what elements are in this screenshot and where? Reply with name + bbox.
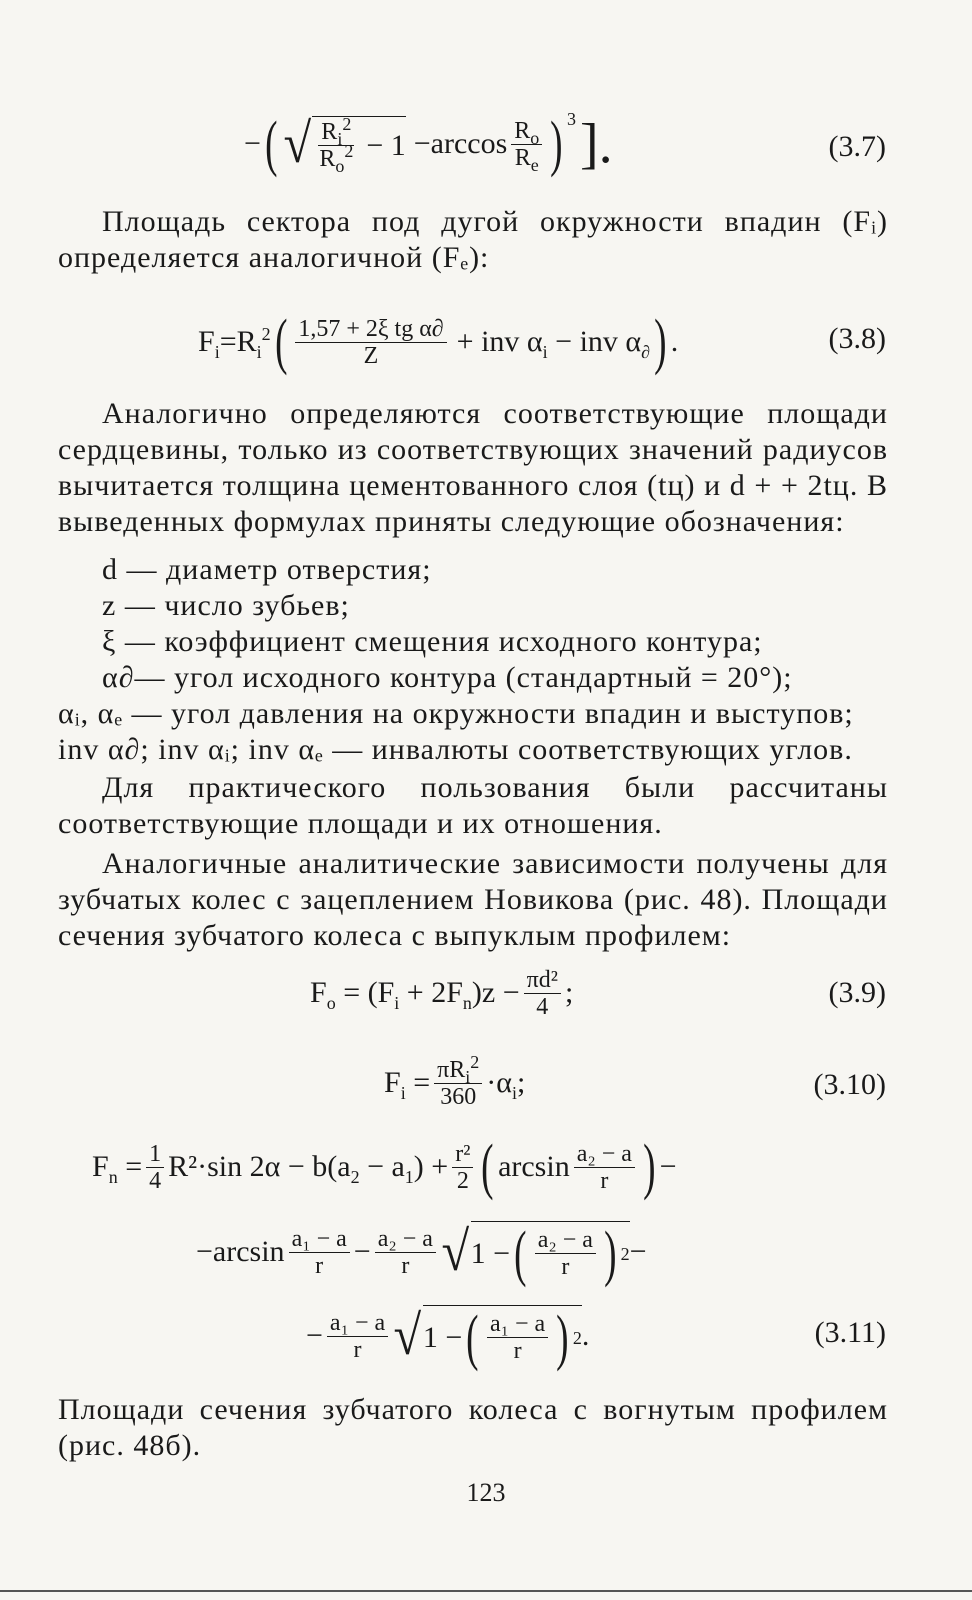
equation-3-11-line-2: −arcsin $\frac{\text{a₁ − a}}{r}$ − $\frac{\text{a₂ − a}}{r}$ √ 1 − ( $\frac{\text{a₂ − a}}{r}$ ) 2 − [196, 1219, 647, 1288]
eq37-lead: − [244, 127, 261, 160]
eq37-frac-radius: $\frac{R_i^2}{R_o^2}$ [319, 114, 354, 176]
eq37-close-paren: ) [550, 110, 563, 178]
eq37-end: ]. [579, 113, 613, 175]
definition-z: z — число зубьев; [102, 589, 350, 622]
equation-number-3-8: (3.8) [828, 322, 886, 355]
page-number: 123 [466, 1478, 506, 1507]
definition-d: d — диаметр отверстия; [102, 553, 432, 586]
eq38-open-paren: ( [274, 308, 288, 376]
paragraph-sector-area: Площадь сектора под дугой окружности впадин (Fᵢ) определяется аналогичной (Fₑ): [58, 205, 888, 274]
eq310-frac: $\frac{\pi R_i^2}{360}$ [434, 1057, 482, 1110]
definition-inv: inv α∂; inv αᵢ; inv αₑ — инвалюты соответствующих углов. [58, 733, 853, 766]
paragraph-concave-profile: Площади сечения зубчатого колеса с вогнутым профилем (рис. 48б). [58, 1393, 888, 1462]
eq38-frac: $\frac{\text{1,57 + 2ξ tg α∂}}{Z}$ [295, 316, 446, 369]
equation-3-9: $F_o = (F_i + 2F_n)z$ − $\frac{\text{πd²}}{4}$ ; [310, 966, 574, 1020]
paragraph-practical: Для практического пользования были рассчитаны соответствующие площади и их отношения. [58, 771, 888, 840]
equation-3-11-line-3: − $\frac{\text{a₁ − a}}{r}$ √ 1 − ( $\frac{\text{a₁ − a}}{r}$ ) 2 . [306, 1303, 590, 1372]
eq37-radicand [312, 114, 406, 176]
definition-alpha-ie: αᵢ, αₑ — угол давления на окружности впадин и выступов; [58, 697, 854, 730]
definition-alpha: α∂— угол исходного контура (стандартный = 20°); [102, 661, 793, 694]
equation-number-3-10: (3.10) [813, 1068, 886, 1101]
eq37-arccos: −arccos [413, 127, 508, 160]
eq37-minus-one: − 1 [366, 128, 406, 162]
eq39-frac: $\frac{\text{πd²}}{4}$ [524, 967, 561, 1020]
eq38-close-paren: ) [654, 308, 667, 376]
equation-3-10: $F_i$ = $\frac{\pi R_i^2}{360}$ $\cdot\alpha_i$; [384, 1051, 526, 1110]
paragraph-core-areas: Аналогично определяются соответствующие площади сердцевины, только из соответствующих значений радиусов вычитается толщина цементованного слоя (tц) и d + + 2tц. В выведенных формулах приняты следующие обозначения: [58, 397, 888, 538]
definition-xi: ξ — коэффициент смещения исходного контура; [102, 625, 763, 658]
paragraph-novikov: Аналогичные аналитические зависимости получены для зубчатых колес с зацеплением Новикова (рис. 48). Площади сечения зубчатого колеса с выпуклым профилем: [58, 847, 888, 952]
equation-3-11-line-1: $F_n$ = $\frac{1}{4}$ R²·sin $2\alpha - b(a_2 - a_1)$ + $\frac{\text{r²}}{2}$ ( arcsin $\frac{\text{a₂ − a}}{r}$ ) − [92, 1133, 677, 1201]
eq311-line3-sqrt-icon: √ [393, 1305, 422, 1367]
equation-number-3-11: (3.11) [814, 1316, 886, 1349]
eq37-open-paren: ( [265, 110, 278, 178]
eq311-line2-sqrt-icon: √ [441, 1221, 470, 1283]
equation-3-7: − ( √ $\frac{R_i^2}{R_o^2}$ − 1 −arccos $\frac{R_o}{R_e}$ ) 3 ]. [244, 109, 613, 178]
eq37-frac-ratio: $\frac{R_o}{R_e}$ [511, 118, 542, 171]
equation-3-8: $F_i=R_i^2$ ( $\frac{\text{1,57 + 2ξ tg α∂}}{Z}$ + inv $\alpha_i$ − inv $\alpha_\partial$ ) . [198, 308, 679, 376]
equation-number-3-9: (3.9) [828, 976, 886, 1009]
bottom-divider [0, 1590, 972, 1592]
eq37-sqrt-icon: √ [283, 113, 311, 175]
equation-number-3-7: (3.7) [828, 130, 886, 163]
